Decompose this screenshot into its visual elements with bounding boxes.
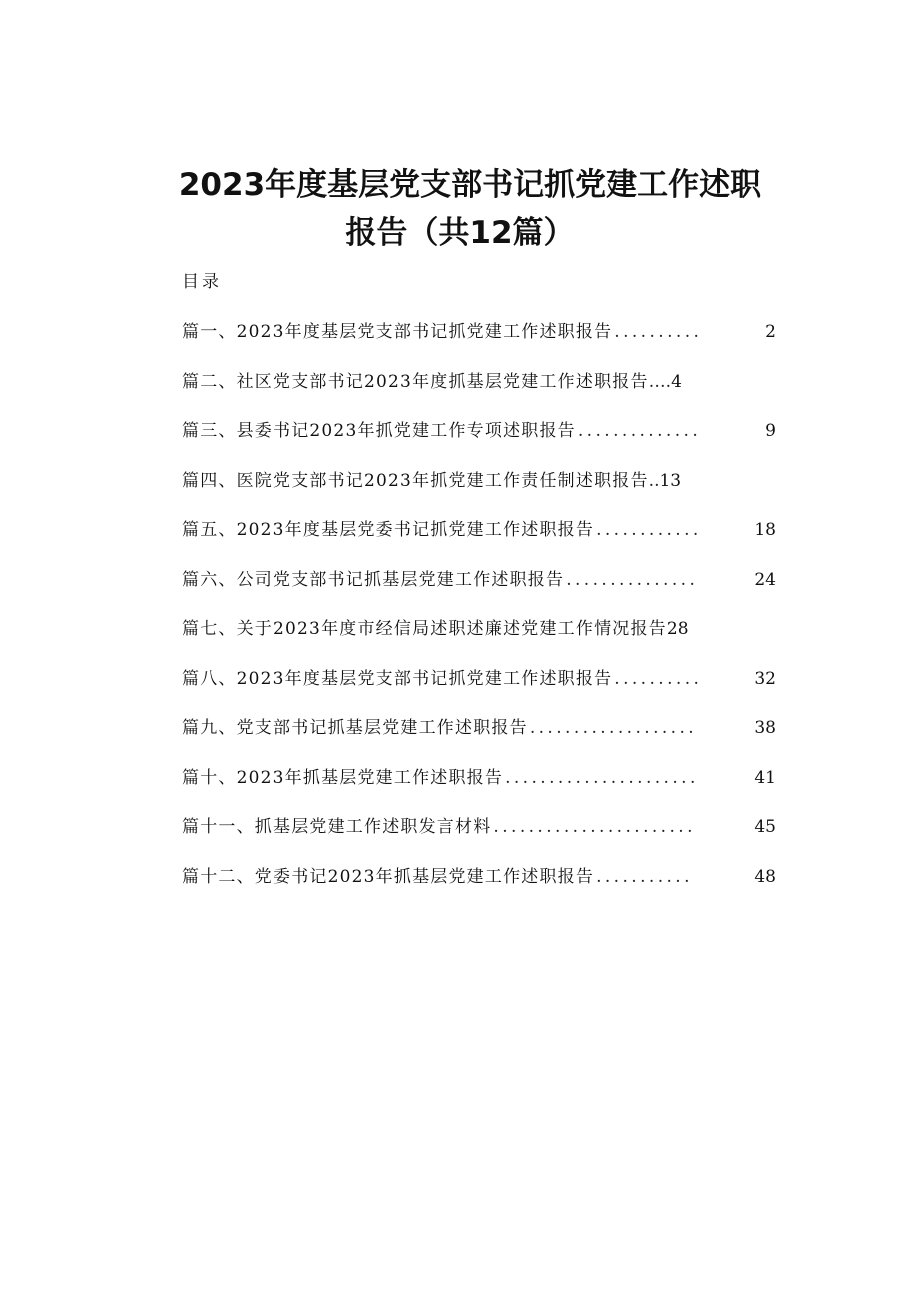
toc-dot-leader: ............... bbox=[566, 569, 699, 590]
toc-page-number: 2 bbox=[765, 322, 776, 342]
toc-entry-9[interactable] bbox=[182, 714, 776, 764]
toc-dot-leader: .......... bbox=[614, 668, 703, 689]
toc-entry-1[interactable] bbox=[182, 318, 776, 368]
toc-entry-label: 篇十二、党委书记2023年抓基层党建工作述职报告 bbox=[182, 866, 595, 887]
toc-entry-11[interactable] bbox=[182, 813, 776, 863]
toc-entry-label: 篇五、2023年度基层党委书记抓党建工作述职报告 bbox=[182, 520, 595, 540]
table-of-contents bbox=[182, 318, 776, 912]
toc-entry-4[interactable] bbox=[182, 467, 776, 517]
toc-dot-leader: ....................... bbox=[493, 817, 696, 837]
toc-entry-label: 篇十一、抓基层党建工作述职发言材料 bbox=[182, 817, 492, 837]
toc-entry-12[interactable] bbox=[182, 863, 776, 913]
toc-entry-label: 篇三、县委书记2023年抓党建工作专项述职报告 bbox=[182, 421, 576, 441]
toc-dot-leader: ...................... bbox=[505, 767, 699, 788]
toc-dot-leader: .............. bbox=[577, 421, 702, 441]
title-line-2: 报告（共12篇） bbox=[345, 214, 575, 251]
toc-page-number: 9 bbox=[765, 421, 776, 441]
toc-page-number: 32 bbox=[754, 668, 776, 689]
toc-entry-label: 篇四、医院党支部书记2023年抓党建工作责任制述职报告 bbox=[182, 470, 649, 491]
toc-dot-leader: ................... bbox=[529, 718, 698, 738]
toc-entry-10[interactable] bbox=[182, 764, 776, 814]
toc-entry-6[interactable] bbox=[182, 566, 776, 616]
toc-dot-leader: …. bbox=[648, 371, 672, 392]
toc-entry-7[interactable] bbox=[182, 615, 776, 665]
toc-page-number: 13 bbox=[659, 470, 682, 491]
toc-dot-leader: ........... bbox=[596, 866, 693, 887]
toc-page-number: 28 bbox=[666, 619, 689, 639]
toc-page-number: 48 bbox=[754, 866, 776, 887]
toc-entry-label: 篇九、党支部书记抓基层党建工作述职报告 bbox=[182, 718, 528, 738]
toc-entry-8[interactable] bbox=[182, 665, 776, 715]
toc-dot-leader: ............ bbox=[596, 520, 702, 540]
toc-page-number: 4 bbox=[671, 371, 682, 392]
toc-dot-leader: .. bbox=[648, 470, 660, 491]
toc-entry-label: 篇十、2023年抓基层党建工作述职报告 bbox=[182, 767, 504, 788]
toc-dot-leader: .......... bbox=[614, 322, 703, 342]
toc-page-number: 45 bbox=[754, 817, 776, 837]
toc-entry-label: 篇七、关于2023年度市经信局述职述廉述党建工作情况报告 bbox=[182, 619, 667, 639]
toc-entry-label: 篇六、公司党支部书记抓基层党建工作述职报告 bbox=[182, 569, 565, 590]
toc-entry-5[interactable] bbox=[182, 516, 776, 566]
toc-page-number: 18 bbox=[754, 520, 776, 540]
toc-entry-label: 篇一、2023年度基层党支部书记抓党建工作述职报告 bbox=[182, 322, 613, 342]
toc-page-number: 38 bbox=[754, 718, 776, 738]
toc-page-number: 41 bbox=[754, 767, 776, 788]
toc-entry-label: 篇八、2023年度基层党支部书记抓党建工作述职报告 bbox=[182, 668, 613, 689]
toc-page-number: 24 bbox=[754, 569, 776, 590]
title-line-1: 2023年度基层党支部书记抓党建工作述职 bbox=[178, 166, 762, 203]
toc-entry-2[interactable] bbox=[182, 368, 776, 418]
toc-entry-label: 篇二、社区党支部书记2023年度抓基层党建工作述职报告 bbox=[182, 371, 649, 392]
toc-entry-3[interactable] bbox=[182, 417, 776, 467]
document-title bbox=[150, 161, 790, 257]
toc-heading: 目录 bbox=[182, 272, 222, 292]
